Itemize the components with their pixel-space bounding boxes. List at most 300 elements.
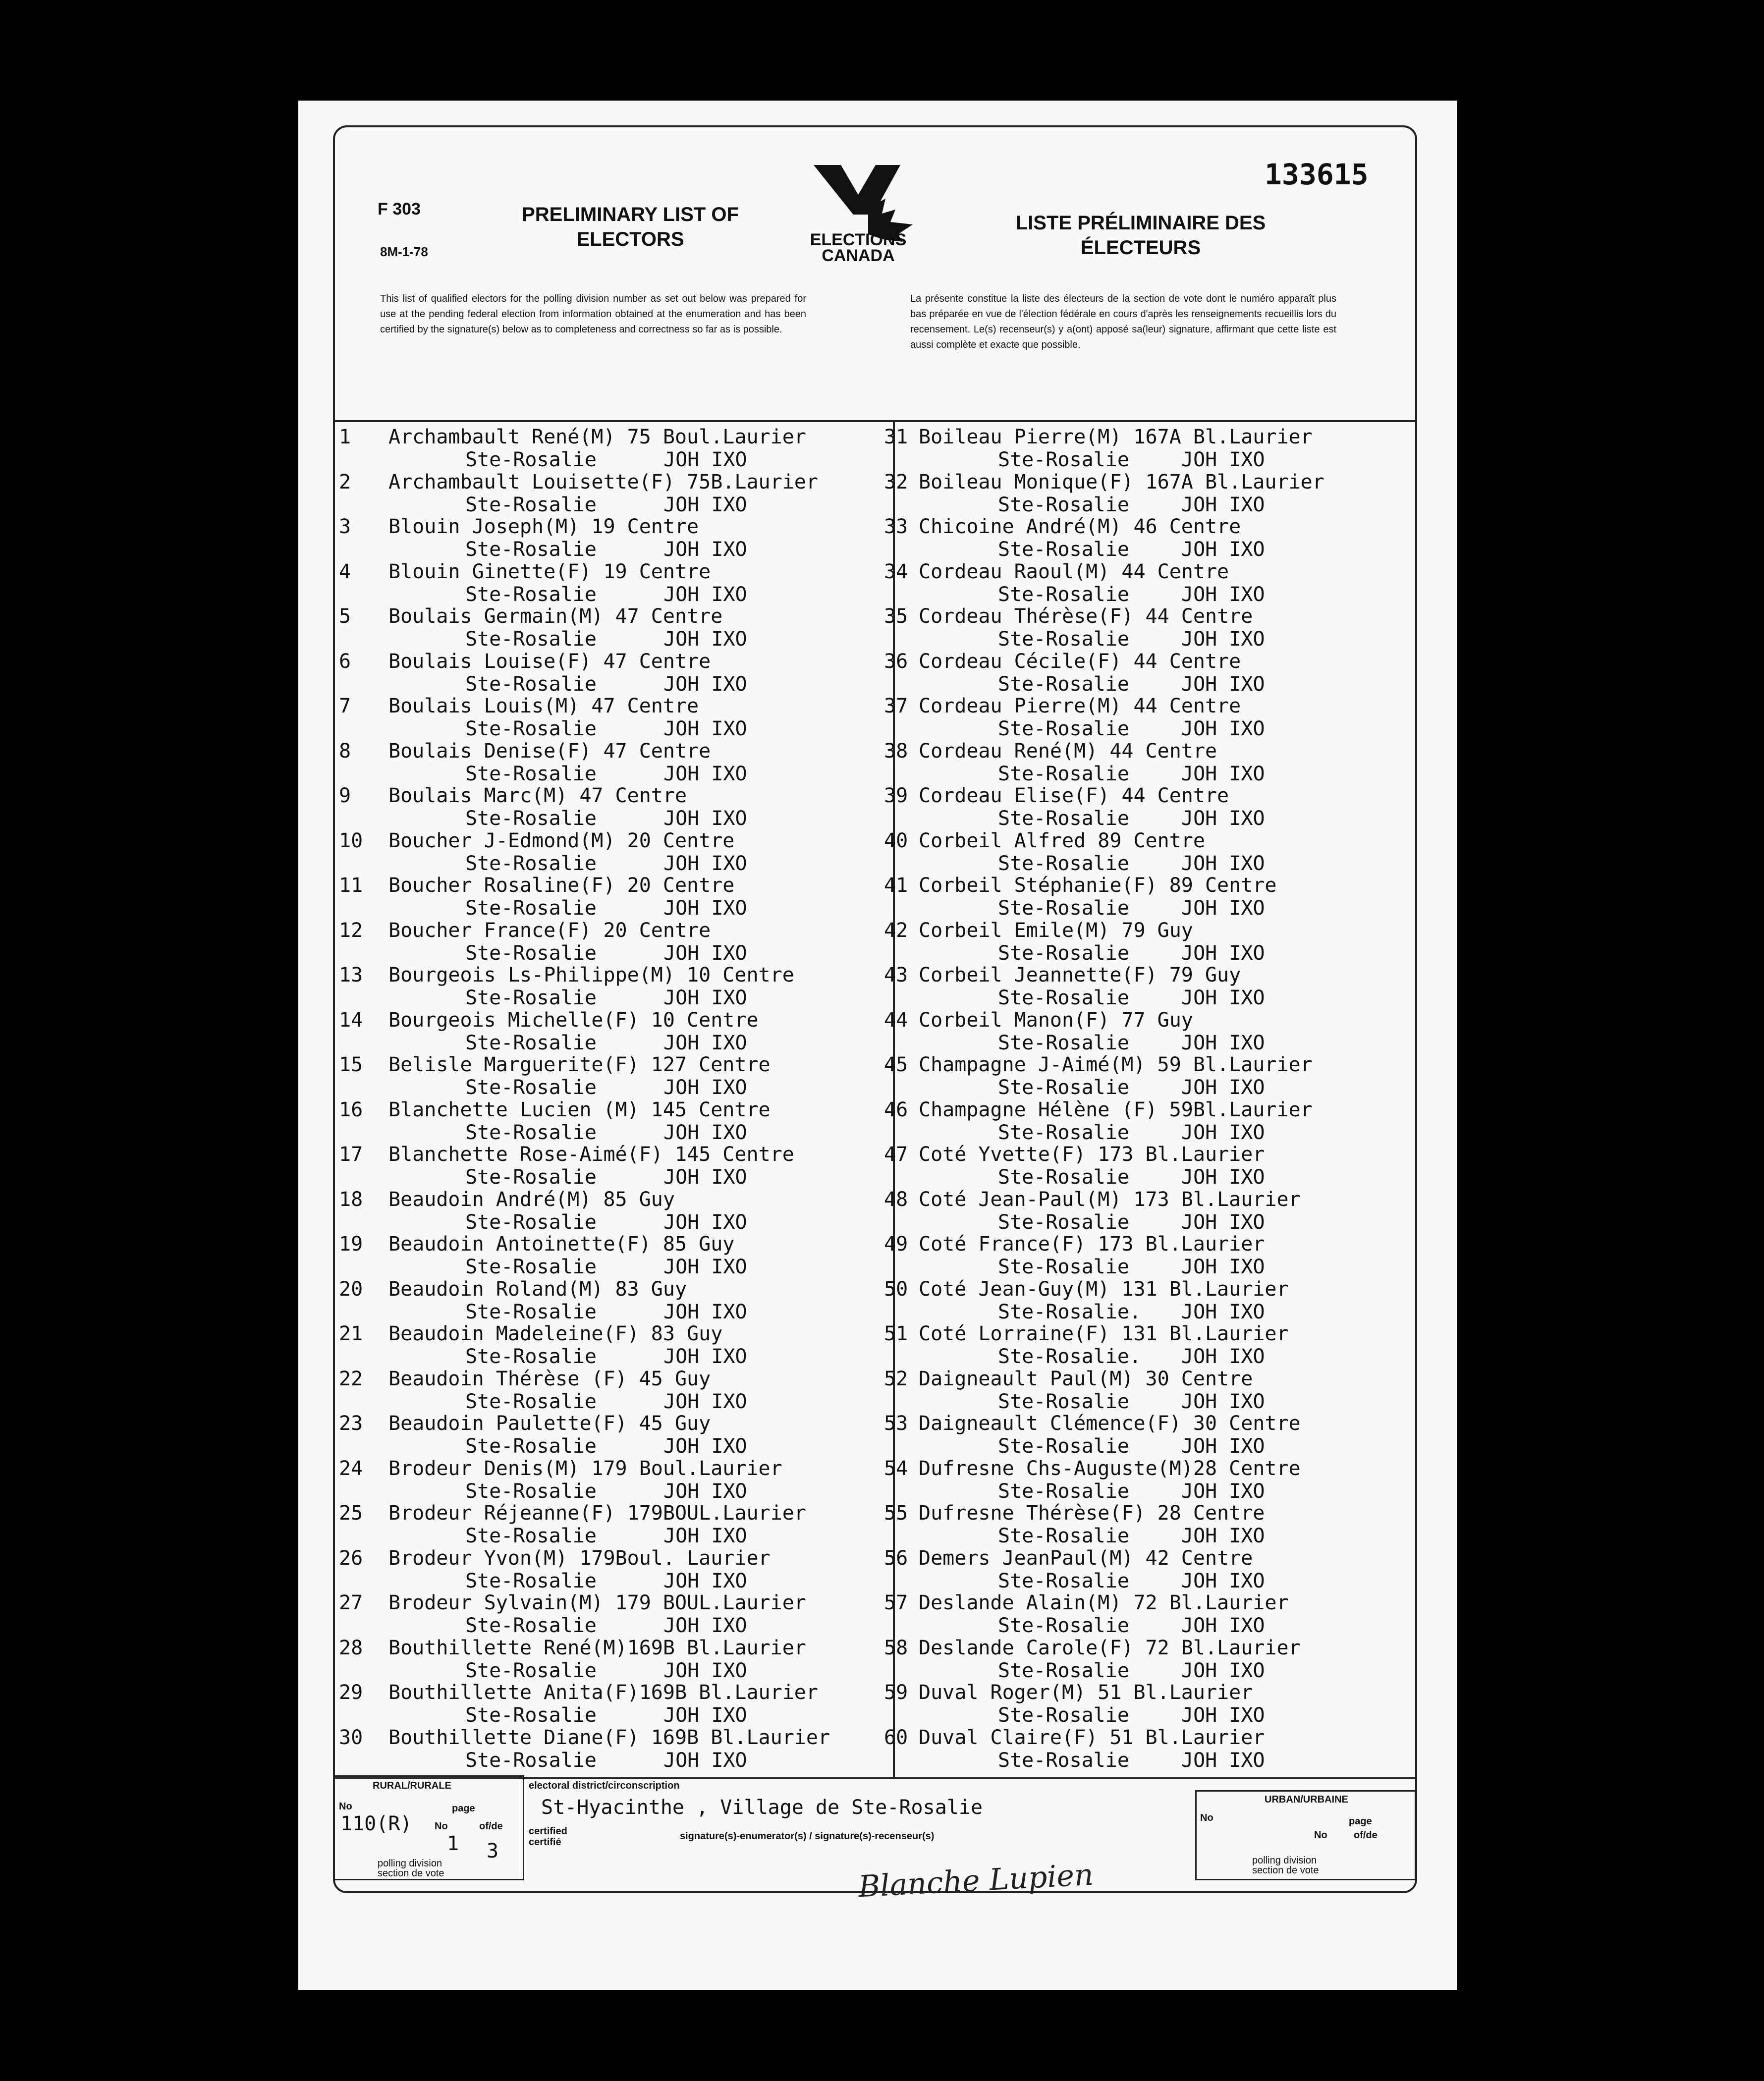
elector-number: 45 xyxy=(884,1053,908,1076)
elector-name-address: Boulais Marc(M) 47 Centre xyxy=(388,784,687,807)
elector-postal-code: JOH IXO xyxy=(1181,1525,1265,1547)
elector-place: Ste-Rosalie xyxy=(998,1121,1129,1144)
elector-place: Ste-Rosalie xyxy=(998,1659,1129,1682)
elector-place: Ste-Rosalie xyxy=(998,672,1129,696)
certified-label: certified certifié xyxy=(529,1826,567,1848)
elector-name-address: Blanchette Rose-Aimé(F) 145 Centre xyxy=(388,1143,794,1166)
elector-name-address: Coté France(F) 173 Bl.Laurier xyxy=(919,1233,1265,1256)
elector-name-address: Blouin Ginette(F) 19 Centre xyxy=(388,560,711,583)
elector-place: Ste-Rosalie xyxy=(465,1300,597,1323)
elector-postal-code: JOH IXO xyxy=(1181,583,1265,606)
elector-postal-code: JOH IXO xyxy=(1181,493,1265,516)
elector-name-address: Cordeau Pierre(M) 44 Centre xyxy=(919,695,1241,717)
elector-name-address: Boulais Denise(F) 47 Centre xyxy=(388,739,711,763)
elector-postal-code: JOH IXO xyxy=(1181,1031,1265,1054)
elector-postal-code: JOH IXO xyxy=(1181,1390,1265,1413)
elector-postal-code: JOH IXO xyxy=(663,1076,747,1099)
elector-place: Ste-Rosalie xyxy=(465,1435,597,1458)
elector-entry xyxy=(339,1727,864,1772)
elector-postal-code: JOH IXO xyxy=(1181,986,1265,1009)
elector-name-address: Corbeil Manon(F) 77 Guy xyxy=(919,1008,1193,1032)
elector-postal-code: JOH IXO xyxy=(663,628,747,651)
elector-postal-code: JOH IXO xyxy=(663,1659,747,1682)
elector-entry xyxy=(884,426,1409,472)
elector-name-address: Brodeur Réjeanne(F) 179BOUL.Laurier xyxy=(388,1502,806,1525)
elector-number: 16 xyxy=(339,1098,363,1121)
elector-entry xyxy=(339,1323,864,1369)
elector-name-address: Boucher France(F) 20 Centre xyxy=(388,919,711,942)
elector-postal-code: JOH IXO xyxy=(1181,1256,1265,1278)
elector-name-address: Bouthillette Anita(F)169B Bl.Laurier xyxy=(388,1681,818,1704)
elector-name-address: Bouthillette Diane(F) 169B Bl.Laurier xyxy=(388,1726,830,1749)
elector-name-address: Archambault René(M) 75 Boul.Laurier xyxy=(388,426,806,448)
elector-name-address: Corbeil Jeannette(F) 79 Guy xyxy=(919,964,1241,986)
elector-number: 9 xyxy=(339,784,351,807)
elector-postal-code: JOH IXO xyxy=(1181,1659,1265,1682)
page-label: page xyxy=(452,1803,475,1814)
elector-entry xyxy=(884,561,1409,606)
elector-name-address: Cordeau Elise(F) 44 Centre xyxy=(919,784,1229,807)
elector-postal-code: JOH IXO xyxy=(663,897,747,920)
elector-postal-code: JOH IXO xyxy=(1181,1166,1265,1189)
elector-postal-code: JOH IXO xyxy=(663,1121,747,1144)
elector-name-address: Dufresne Chs-Auguste(M)28 Centre xyxy=(919,1457,1301,1480)
elector-entry xyxy=(339,1189,864,1234)
elector-postal-code: JOH IXO xyxy=(1181,538,1265,561)
elector-place: Ste-Rosalie xyxy=(465,538,597,561)
elector-name-address: Demers JeanPaul(M) 42 Centre xyxy=(919,1546,1253,1570)
elector-entry xyxy=(884,651,1409,696)
elector-postal-code: JOH IXO xyxy=(663,717,747,740)
elector-name-address: Corbeil Stéphanie(F) 89 Centre xyxy=(919,874,1277,897)
elector-number: 48 xyxy=(884,1188,908,1211)
elector-place: Ste-Rosalie xyxy=(465,583,597,606)
of-label: of/de xyxy=(479,1821,503,1832)
elector-number: 21 xyxy=(339,1322,363,1345)
elector-number: 25 xyxy=(339,1502,363,1525)
elector-name-address: Beaudoin Paulette(F) 45 Guy xyxy=(388,1412,711,1435)
elector-place: Ste-Rosalie xyxy=(998,1076,1129,1099)
elector-place: Ste-Rosalie xyxy=(998,941,1129,965)
logo-text: ELECTIONS CANADA xyxy=(810,230,907,265)
elector-postal-code: JOH IXO xyxy=(663,1479,747,1503)
elector-place: Ste-Rosalie xyxy=(465,941,597,965)
elector-number: 10 xyxy=(339,829,363,852)
elector-name-address: Boucher Rosaline(F) 20 Centre xyxy=(388,874,735,897)
elector-name-address: Duval Claire(F) 51 Bl.Laurier xyxy=(919,1726,1265,1749)
elector-number: 60 xyxy=(884,1726,908,1749)
elector-entry xyxy=(884,1413,1409,1458)
elector-postal-code: JOH IXO xyxy=(1181,1614,1265,1637)
elector-entry xyxy=(884,1054,1409,1099)
elector-place: Ste-Rosalie xyxy=(998,717,1129,740)
elector-entry xyxy=(884,1323,1409,1369)
elector-postal-code: JOH IXO xyxy=(1181,1435,1265,1458)
elector-number: 51 xyxy=(884,1322,908,1345)
urban-label: URBAN/URBAINE xyxy=(1265,1794,1348,1805)
elector-postal-code: JOH IXO xyxy=(1181,1704,1265,1727)
elector-place: Ste-Rosalie xyxy=(998,1210,1129,1234)
elector-name-address: Beaudoin Roland(M) 83 Guy xyxy=(388,1277,687,1301)
elector-entry xyxy=(339,1682,864,1727)
elector-name-address: Brodeur Yvon(M) 179Boul. Laurier xyxy=(388,1546,771,1570)
elector-entry xyxy=(884,516,1409,561)
elector-place: Ste-Rosalie xyxy=(465,1166,597,1189)
elector-postal-code: JOH IXO xyxy=(1181,1121,1265,1144)
elector-entry xyxy=(339,1413,864,1458)
elector-name-address: Boucher J-Edmond(M) 20 Centre xyxy=(388,829,735,852)
elector-place: Ste-Rosalie xyxy=(465,1614,597,1637)
urban-of-label: of/de xyxy=(1354,1830,1378,1841)
urban-page-no-label: No xyxy=(1314,1830,1327,1841)
page-number: 1 xyxy=(447,1832,459,1855)
elector-place: Ste-Rosalie xyxy=(465,1704,597,1727)
elector-entry xyxy=(884,920,1409,965)
elector-postal-code: JOH IXO xyxy=(1181,628,1265,651)
elector-postal-code: JOH IXO xyxy=(663,1525,747,1547)
district-value: St-Hyacinthe , Village de Ste-Rosalie xyxy=(541,1796,983,1819)
elector-entry xyxy=(884,471,1409,517)
elector-name-address: Boulais Louis(M) 47 Centre xyxy=(388,695,699,717)
elector-name-address: Beaudoin Madeleine(F) 83 Guy xyxy=(388,1322,723,1345)
elector-postal-code: JOH IXO xyxy=(663,1569,747,1592)
signature-label: signature(s)-enumerator(s) / signature(s)-recenseur(s) xyxy=(680,1831,935,1842)
elector-number: 59 xyxy=(884,1681,908,1704)
elector-name-address: Cordeau Cécile(F) 44 Centre xyxy=(919,650,1241,673)
elector-place: Ste-Rosalie xyxy=(998,1614,1129,1637)
elector-entry xyxy=(884,1099,1409,1145)
elector-postal-code: JOH IXO xyxy=(663,1614,747,1637)
elector-name-address: Brodeur Denis(M) 179 Boul.Laurier xyxy=(388,1457,782,1480)
elector-number: 55 xyxy=(884,1502,908,1525)
page-no-label: No xyxy=(435,1821,448,1832)
elector-postal-code: JOH IXO xyxy=(1181,852,1265,875)
elector-place: Ste-Rosalie xyxy=(465,1659,597,1682)
elector-postal-code: JOH IXO xyxy=(1181,1345,1265,1368)
elector-postal-code: JOH IXO xyxy=(1181,1300,1265,1323)
urban-polling-label: polling division section de vote xyxy=(1252,1855,1319,1876)
elector-number: 8 xyxy=(339,739,351,763)
elector-place: Ste-Rosalie. xyxy=(998,1345,1141,1368)
elector-number: 38 xyxy=(884,739,908,763)
elector-number: 44 xyxy=(884,1008,908,1032)
elector-entry xyxy=(339,561,864,606)
page-total: 3 xyxy=(487,1840,499,1862)
elector-name-address: Boileau Pierre(M) 167A Bl.Laurier xyxy=(919,426,1313,448)
elector-postal-code: JOH IXO xyxy=(663,986,747,1009)
elector-number: 32 xyxy=(884,470,908,493)
rural-label: RURAL/RURALE xyxy=(373,1780,451,1791)
elector-number: 56 xyxy=(884,1546,908,1570)
elector-entry xyxy=(884,830,1409,876)
elector-entry xyxy=(884,740,1409,786)
elector-name-address: Coté Jean-Paul(M) 173 Bl.Laurier xyxy=(919,1188,1301,1211)
elector-name-address: Coté Jean-Guy(M) 131 Bl.Laurier xyxy=(919,1277,1289,1301)
elector-number: 20 xyxy=(339,1277,363,1301)
elector-entry xyxy=(339,605,864,651)
elector-postal-code: JOH IXO xyxy=(663,1256,747,1278)
elector-entry xyxy=(339,1233,864,1279)
urban-page-label: page xyxy=(1349,1816,1372,1827)
elector-number: 41 xyxy=(884,874,908,897)
elector-entry xyxy=(884,1233,1409,1279)
elector-postal-code: JOH IXO xyxy=(1181,1479,1265,1503)
elector-entry xyxy=(884,1502,1409,1548)
form-code: F 303 xyxy=(378,200,421,219)
elector-postal-code: JOH IXO xyxy=(663,1345,747,1368)
elector-entry xyxy=(339,471,864,517)
elector-number: 26 xyxy=(339,1546,363,1570)
elector-place: Ste-Rosalie xyxy=(465,897,597,920)
elector-name-address: Boulais Germain(M) 47 Centre xyxy=(388,605,723,628)
elector-name-address: Cordeau René(M) 44 Centre xyxy=(919,739,1217,763)
elector-place: Ste-Rosalie xyxy=(465,717,597,740)
elector-entry xyxy=(884,1009,1409,1055)
elector-number: 36 xyxy=(884,650,908,673)
elector-place: Ste-Rosalie xyxy=(998,583,1129,606)
no-label: No xyxy=(339,1801,352,1812)
elector-postal-code: JOH IXO xyxy=(1181,1210,1265,1234)
elector-postal-code: JOH IXO xyxy=(663,1390,747,1413)
district-label: electoral district/circonscription xyxy=(529,1780,680,1791)
elector-place: Ste-Rosalie xyxy=(998,762,1129,785)
elector-entry xyxy=(339,830,864,876)
elector-name-address: Cordeau Raoul(M) 44 Centre xyxy=(919,560,1229,583)
elector-entry xyxy=(884,1458,1409,1503)
elector-postal-code: JOH IXO xyxy=(663,672,747,696)
elector-place: Ste-Rosalie xyxy=(998,1256,1129,1278)
elector-entry xyxy=(884,695,1409,741)
footer xyxy=(333,1775,1415,1879)
elector-postal-code: JOH IXO xyxy=(1181,941,1265,965)
elector-entry xyxy=(339,875,864,920)
elector-postal-code: JOH IXO xyxy=(663,583,747,606)
elector-postal-code: JOH IXO xyxy=(1181,717,1265,740)
elector-number: 22 xyxy=(339,1367,363,1390)
elector-name-address: Belisle Marguerite(F) 127 Centre xyxy=(388,1053,771,1076)
elector-name-address: Beaudoin Thérèse (F) 45 Guy xyxy=(388,1367,711,1390)
elector-postal-code: JOH IXO xyxy=(663,807,747,830)
elector-postal-code: JOH IXO xyxy=(663,852,747,875)
elector-postal-code: JOH IXO xyxy=(1181,1569,1265,1592)
elector-entry xyxy=(339,1009,864,1055)
elector-number: 12 xyxy=(339,919,363,942)
elector-place: Ste-Rosalie xyxy=(998,1749,1129,1772)
elector-entry xyxy=(884,1278,1409,1324)
elector-entry xyxy=(884,1682,1409,1727)
elector-number: 3 xyxy=(339,515,351,538)
elector-name-address: Champagne J-Aimé(M) 59 Bl.Laurier xyxy=(919,1053,1313,1076)
elector-place: Ste-Rosalie xyxy=(465,493,597,516)
elector-number: 15 xyxy=(339,1053,363,1076)
elector-place: Ste-Rosalie xyxy=(465,1256,597,1278)
elector-place: Ste-Rosalie xyxy=(998,897,1129,920)
elector-number: 34 xyxy=(884,560,908,583)
elector-entry xyxy=(339,1458,864,1503)
elector-postal-code: JOH IXO xyxy=(1181,897,1265,920)
elector-number: 17 xyxy=(339,1143,363,1166)
electors-list xyxy=(333,420,1415,1779)
elector-number: 53 xyxy=(884,1412,908,1435)
elector-postal-code: JOH IXO xyxy=(1181,807,1265,830)
title-french: LISTE PRÉLIMINAIRE DES ÉLECTEURS xyxy=(1015,212,1266,259)
elector-entry xyxy=(884,1368,1409,1414)
elector-number: 40 xyxy=(884,829,908,852)
elector-place: Ste-Rosalie xyxy=(998,1525,1129,1547)
elector-postal-code: JOH IXO xyxy=(663,1300,747,1323)
elector-entry xyxy=(339,1592,864,1638)
title-english: PRELIMINARY LIST OF ELECTORS xyxy=(522,204,739,250)
elector-entry xyxy=(339,516,864,561)
elector-postal-code: JOH IXO xyxy=(1181,762,1265,785)
elector-number: 35 xyxy=(884,605,908,628)
elector-place: Ste-Rosalie xyxy=(998,628,1129,651)
elector-number: 4 xyxy=(339,560,351,583)
enumerator-signature: Blanche Lupien xyxy=(857,1857,1095,1905)
elector-name-address: Beaudoin Antoinette(F) 85 Guy xyxy=(388,1233,735,1256)
elector-number: 5 xyxy=(339,605,351,628)
form-date: 8M-1-78 xyxy=(380,244,428,259)
elector-entry xyxy=(339,1368,864,1414)
elector-number: 58 xyxy=(884,1636,908,1659)
elector-name-address: Deslande Alain(M) 72 Bl.Laurier xyxy=(919,1591,1289,1614)
elector-name-address: Bourgeois Ls-Philippe(M) 10 Centre xyxy=(388,964,794,986)
elector-place: Ste-Rosalie xyxy=(465,1031,597,1054)
elector-entry xyxy=(339,740,864,786)
elector-place: Ste-Rosalie xyxy=(465,852,597,875)
elector-entry xyxy=(884,605,1409,651)
elector-postal-code: JOH IXO xyxy=(1181,1749,1265,1772)
elector-place: Ste-Rosalie xyxy=(998,986,1129,1009)
elector-number: 30 xyxy=(339,1726,363,1749)
elector-postal-code: JOH IXO xyxy=(663,538,747,561)
elector-entry xyxy=(339,695,864,741)
elector-entry xyxy=(339,1637,864,1683)
elector-postal-code: JOH IXO xyxy=(663,1166,747,1189)
elector-number: 46 xyxy=(884,1098,908,1121)
elector-postal-code: JOH IXO xyxy=(663,1704,747,1727)
elector-place: Ste-Rosalie xyxy=(998,1435,1129,1458)
elector-place: Ste-Rosalie xyxy=(465,1525,597,1547)
elector-place: Ste-Rosalie xyxy=(465,628,597,651)
elector-name-address: Blouin Joseph(M) 19 Centre xyxy=(388,515,699,538)
elector-place: Ste-Rosalie xyxy=(998,538,1129,561)
elector-name-address: Coté Lorraine(F) 131 Bl.Laurier xyxy=(919,1322,1289,1345)
elector-entry xyxy=(884,1727,1409,1772)
elector-place: Ste-Rosalie xyxy=(465,1390,597,1413)
elector-entry xyxy=(884,1189,1409,1234)
elector-number: 43 xyxy=(884,964,908,986)
intro-english: This list of qualified electors for the polling division number as set out below was prepared for use at the pending federal election from information obtained at the enumeration and has been certified by the signature(s) below as to completeness and correctness so far as is possible. xyxy=(380,293,806,335)
elector-place: Ste-Rosalie xyxy=(465,762,597,785)
elector-postal-code: JOH IXO xyxy=(663,1210,747,1234)
elector-name-address: Chicoine André(M) 46 Centre xyxy=(919,515,1241,538)
elector-name-address: Beaudoin André(M) 85 Guy xyxy=(388,1188,675,1211)
elector-place: Ste-Rosalie xyxy=(998,852,1129,875)
elector-number: 6 xyxy=(339,650,351,673)
polling-division-label: polling division section de vote xyxy=(378,1858,444,1879)
elector-number: 1 xyxy=(339,426,351,448)
elector-place: Ste-Rosalie xyxy=(998,1390,1129,1413)
elector-number: 50 xyxy=(884,1277,908,1301)
urban-no-label: No xyxy=(1200,1812,1213,1823)
elector-entry xyxy=(884,964,1409,1010)
elector-place: Ste-Rosalie xyxy=(465,1076,597,1099)
elector-entry xyxy=(339,1278,864,1324)
elector-place: Ste-Rosalie xyxy=(998,1166,1129,1189)
elector-number: 24 xyxy=(339,1457,363,1480)
elector-name-address: Boulais Louise(F) 47 Centre xyxy=(388,650,711,673)
elector-postal-code: JOH IXO xyxy=(663,1031,747,1054)
elector-postal-code: JOH IXO xyxy=(663,1435,747,1458)
elector-postal-code: JOH IXO xyxy=(663,493,747,516)
elector-entry xyxy=(884,1144,1409,1189)
elector-number: 57 xyxy=(884,1591,908,1614)
elector-place: Ste-Rosalie xyxy=(465,1479,597,1503)
electors-list-page xyxy=(298,101,1457,1990)
serial-number: 133615 xyxy=(1265,158,1369,191)
elector-place: Ste-Rosalie xyxy=(465,1345,597,1368)
elector-number: 39 xyxy=(884,784,908,807)
elector-number: 27 xyxy=(339,1591,363,1614)
elector-number: 11 xyxy=(339,874,363,897)
elector-entry xyxy=(339,1054,864,1099)
elector-entry xyxy=(339,651,864,696)
elector-postal-code: JOH IXO xyxy=(1181,672,1265,696)
elector-place: Ste-Rosalie xyxy=(465,807,597,830)
elector-place: Ste-Rosalie xyxy=(998,1704,1129,1727)
elector-number: 19 xyxy=(339,1233,363,1256)
elector-name-address: Champagne Hélène (F) 59Bl.Laurier xyxy=(919,1098,1313,1121)
elector-name-address: Corbeil Emile(M) 79 Guy xyxy=(919,919,1193,942)
elector-place: Ste-Rosalie xyxy=(465,1749,597,1772)
elector-place: Ste-Rosalie xyxy=(998,1479,1129,1503)
elector-number: 28 xyxy=(339,1636,363,1659)
elector-name-address: Blanchette Lucien (M) 145 Centre xyxy=(388,1098,771,1121)
elector-number: 2 xyxy=(339,470,351,493)
elector-entry xyxy=(339,964,864,1010)
elector-name-address: Bourgeois Michelle(F) 10 Centre xyxy=(388,1008,759,1032)
elector-postal-code: JOH IXO xyxy=(663,1749,747,1772)
elector-number: 52 xyxy=(884,1367,908,1390)
elector-number: 31 xyxy=(884,426,908,448)
elector-entry xyxy=(884,1637,1409,1683)
elector-number: 47 xyxy=(884,1143,908,1166)
elector-name-address: Brodeur Sylvain(M) 179 BOUL.Laurier xyxy=(388,1591,806,1614)
elector-place: Ste-Rosalie xyxy=(998,1031,1129,1054)
intro-french: La présente constitue la liste des électeurs de la section de vote dont le numéro apparaît plus bas préparée en vue de l'élection fédérale en cours d'après les renseignements recueillis lors du recensement. Le(s) recenseur(s) y a(ont) apposé sa(leur) signature, affirmant que cette liste est aussi complète et exacte que possible. xyxy=(910,293,1336,350)
elector-entry xyxy=(339,1144,864,1189)
elector-name-address: Daigneault Clémence(F) 30 Centre xyxy=(919,1412,1301,1435)
elector-entry xyxy=(884,875,1409,920)
elector-number: 54 xyxy=(884,1457,908,1480)
elector-place: Ste-Rosalie xyxy=(465,1121,597,1144)
elector-name-address: Boileau Monique(F) 167A Bl.Laurier xyxy=(919,470,1324,493)
elector-entry xyxy=(339,1502,864,1548)
poll-number: 110(R) xyxy=(340,1812,412,1835)
elector-entry xyxy=(339,1099,864,1145)
elector-number: 29 xyxy=(339,1681,363,1704)
elector-number: 33 xyxy=(884,515,908,538)
elector-entry xyxy=(339,426,864,472)
elector-place: Ste-Rosalie xyxy=(998,448,1129,471)
elector-name-address: Archambault Louisette(F) 75B.Laurier xyxy=(388,470,818,493)
elector-number: 42 xyxy=(884,919,908,942)
elector-place: Ste-Rosalie xyxy=(998,493,1129,516)
elector-name-address: Dufresne Thérèse(F) 28 Centre xyxy=(919,1502,1265,1525)
elector-entry xyxy=(884,785,1409,830)
elector-place: Ste-Rosalie. xyxy=(998,1300,1141,1323)
